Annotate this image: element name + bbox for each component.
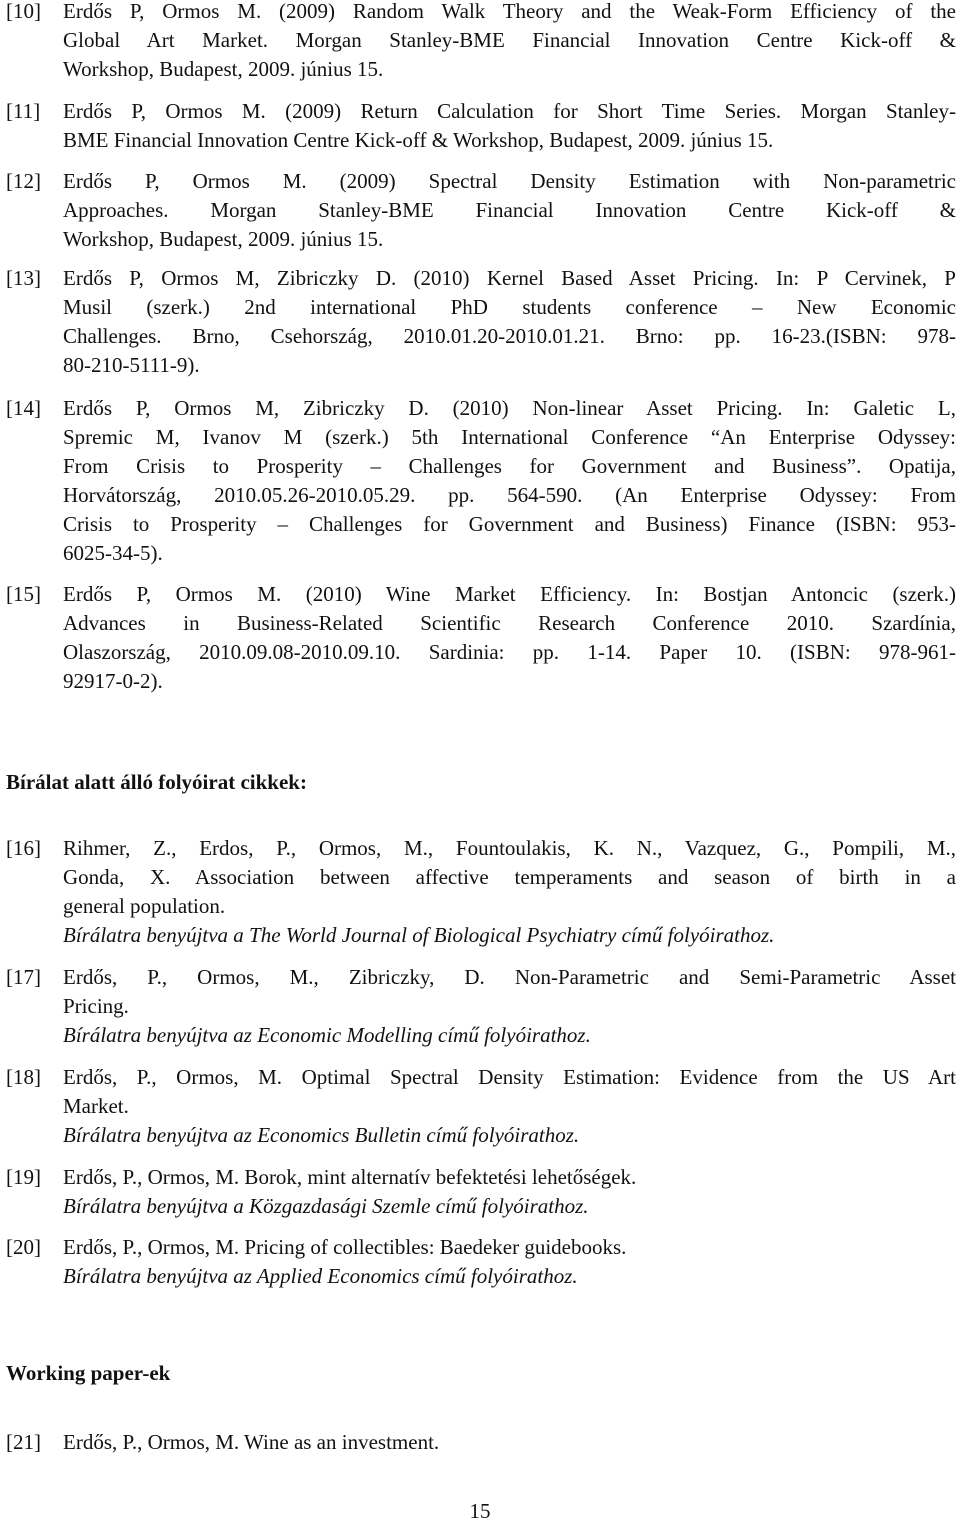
reference-text-line: Erdős P, Ormos M, Zibriczky D. (2010) Kernel Based Asset Pricing. In: P Cervinek, P (63, 266, 956, 290)
reference-text-line: Erdős P, Ormos M, Zibriczky D. (2010) Non-linear Asset Pricing. In: Galetic L, (63, 396, 956, 420)
reference-text-line: From Crisis to Prosperity – Challenges for Government and Business”. Opatija, (63, 454, 956, 478)
reference-text-line: Olaszország, 2010.09.08-2010.09.10. Sardinia: pp. 1-14. Paper 10. (ISBN: 978-961- (63, 640, 956, 664)
reference-text-line: Advances in Business-Related Scientific Research Conference 2010. Szardínia, (63, 611, 956, 635)
reference-number: [13] (6, 266, 41, 290)
reference-number: [14] (6, 396, 41, 420)
reference-text-line: general population. (63, 894, 226, 918)
reference-number: [11] (6, 99, 41, 123)
reference-text-line: 80-210-5111-9). (63, 353, 200, 377)
reference-21 (6, 1428, 956, 1457)
reference-11 (6, 97, 956, 155)
reference-text-line: 6025-34-5). (63, 541, 163, 565)
reference-text-line: Rihmer, Z., Erdos, P., Ormos, M., Fountoulakis, K. N., Vazquez, G., Pompili, M., (63, 836, 956, 860)
reference-text-line: Spremic M, Ivanov M (szerk.) 5th International Conference “An Enterprise Odyssey: (63, 425, 956, 449)
section-heading-working-papers: Working paper-ek (6, 1361, 171, 1385)
reference-text-line: Erdős P, Ormos M. (2010) Wine Market Efficiency. In: Bostjan Antoncic (szerk.) (63, 582, 956, 606)
reference-text-line: Erdős, P., Ormos, M. Optimal Spectral Density Estimation: Evidence from the US Art (63, 1065, 956, 1089)
reference-number: [18] (6, 1065, 41, 1089)
page-number: 15 (469, 1499, 491, 1523)
reference-text-line: Market. (63, 1094, 129, 1118)
reference-text-line: Erdős, P., Ormos, M., Zibriczky, D. Non-Parametric and Semi-Parametric Asset (63, 965, 956, 989)
reference-text-line: Erdős, P., Ormos, M. Pricing of collectibles: Baedeker guidebooks. (63, 1235, 627, 1259)
reference-text-line: Crisis to Prosperity – Challenges for Government and Business) Finance (ISBN: 953- (63, 512, 956, 536)
reference-text-line: Global Art Market. Morgan Stanley-BME Financial Innovation Centre Kick-off & (63, 28, 956, 52)
reference-18 (6, 1063, 956, 1150)
reference-number: [12] (6, 169, 41, 193)
reference-text-line: Workshop, Budapest, 2009. június 15. (63, 57, 384, 81)
reference-number: [17] (6, 965, 41, 989)
reference-text-line: Musil (szerk.) 2nd international PhD students conference – New Economic (63, 295, 956, 319)
reference-text-line: Gonda, X. Association between affective temperaments and season of birth in a (63, 865, 956, 889)
reference-text-line: Workshop, Budapest, 2009. június 15. (63, 227, 384, 251)
submission-note: Bírálatra benyújtva az Applied Economics című folyóirathoz. (63, 1264, 578, 1288)
submission-note: Bírálatra benyújtva a Közgazdasági Szemle című folyóirathoz. (63, 1194, 589, 1218)
submission-note: Bírálatra benyújtva az Economic Modelling című folyóirathoz. (63, 1023, 591, 1047)
reference-14 (6, 394, 956, 568)
reference-number: [16] (6, 836, 41, 860)
reference-12 (6, 167, 956, 254)
reference-text-line: 92917-0-2). (63, 669, 163, 693)
submission-note: Bírálatra benyújtva a The World Journal of Biological Psychiatry című folyóirathoz. (63, 923, 775, 947)
reference-number: [10] (6, 0, 41, 23)
reference-number: [21] (6, 1430, 41, 1454)
submission-note: Bírálatra benyújtva az Economics Bulletin című folyóirathoz. (63, 1123, 580, 1147)
reference-number: [20] (6, 1235, 41, 1259)
reference-text-line: Erdős, P., Ormos, M. Wine as an investment. (63, 1430, 440, 1454)
reference-16 (6, 834, 956, 950)
reference-19 (6, 1163, 956, 1221)
reference-number: [15] (6, 582, 41, 606)
reference-text-line: BME Financial Innovation Centre Kick-off & Workshop, Budapest, 2009. június 15. (63, 128, 774, 152)
reference-text-line: Erdős P, Ormos M. (2009) Spectral Density Estimation with Non-parametric (63, 169, 956, 193)
reference-text-line: Horvátország, 2010.05.26-2010.05.29. pp. 564-590. (An Enterprise Odyssey: From (63, 483, 956, 507)
reference-text-line: Erdős P, Ormos M. (2009) Return Calculation for Short Time Series. Morgan Stanley- (63, 99, 956, 123)
reference-text-line: Pricing. (63, 994, 129, 1018)
reference-17 (6, 963, 956, 1050)
reference-text-line: Approaches. Morgan Stanley-BME Financial Innovation Centre Kick-off & (63, 198, 956, 222)
reference-text-line: Challenges. Brno, Csehország, 2010.01.20-2010.01.21. Brno: pp. 16-23.(ISBN: 978- (63, 324, 956, 348)
reference-text-line: Erdős, P., Ormos, M. Borok, mint alternatív befektetési lehetőségek. (63, 1165, 637, 1189)
reference-10 (6, 0, 956, 84)
reference-13 (6, 264, 956, 380)
section-heading-under-review: Bírálat alatt álló folyóirat cikkek: (6, 770, 307, 794)
reference-20 (6, 1233, 956, 1291)
reference-15 (6, 580, 956, 696)
reference-text-line: Erdős P, Ormos M. (2009) Random Walk Theory and the Weak-Form Efficiency of the (63, 0, 956, 23)
reference-number: [19] (6, 1165, 41, 1189)
